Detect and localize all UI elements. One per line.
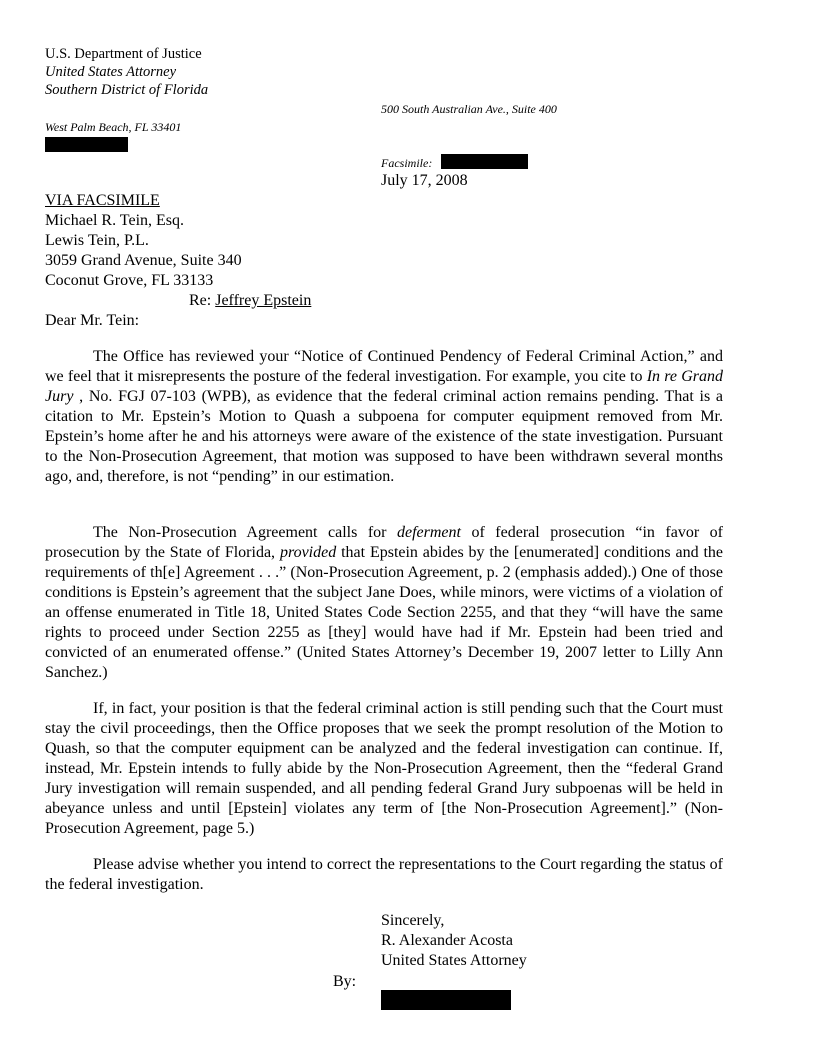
salutation: Dear Mr. Tein: (45, 312, 140, 329)
recipient-firm: Lewis Tein, P.L. (45, 232, 149, 249)
redacted-fax-block (441, 154, 528, 169)
office-street-address: 500 South Australian Ave., Suite 400 (381, 102, 557, 116)
recipient-street: 3059 Grand Avenue, Suite 340 (45, 252, 242, 269)
body-paragraph-2: The Non-Prosecution Agreement calls for deferment of federal prosecution “in favor of prosecution by the State of Florida, provided that Epstein abides by the [enumerated] conditions and the requirements of th[e] Agreement . . .” (Non-Prosecution Agreement, p. 2 (emphasis added).) One of those conditions is Epstein’s agreement that the subject Jane Does, while minors, were victims of a violation of an offense enumerated in Title 18, United States Code Section 2255, and that they “will have the same rights to proceed under Section 2255 as [they] would have had if Mr. Epstein had been tried and convicted of an enumerated offense.” (United States Attorney’s December 19, 2007 letter to Lilly Ann Sanchez.) (45, 524, 724, 681)
facsimile-label: Facsimile: (381, 156, 433, 170)
office-city-address: West Palm Beach, FL 33401 (45, 120, 182, 134)
district-name: Southern District of Florida (45, 82, 209, 98)
body-paragraph-4: Please advise whether you intend to correct the representations to the Court regarding the status of the federal investigation. (45, 856, 723, 893)
emphasis-provided: provided (279, 544, 337, 561)
delivery-method: VIA FACSIMILE (45, 192, 160, 209)
signer-name: R. Alexander Acosta (381, 932, 513, 949)
by-label: By: (333, 973, 357, 990)
redacted-signature-block (381, 990, 511, 1010)
re-subject: Jeffrey Epstein (215, 292, 312, 309)
case-name: In re Grand Jury (45, 368, 724, 405)
recipient-city: Coconut Grove, FL 33133 (45, 272, 214, 289)
valediction: Sincerely, (381, 912, 445, 929)
signer-title: United States Attorney (381, 952, 527, 969)
office-name: United States Attorney (45, 64, 177, 80)
letter-date: July 17, 2008 (381, 172, 468, 189)
emphasis-deferment: deferment (396, 524, 461, 541)
body-paragraph-1: The Office has reviewed your “Notice of Continued Pendency of Federal Criminal Action,” and we feel that it misrepresents the posture of the federal investigation. For example, you cite to In re Grand Jury , No. FGJ 07-103 (WPB), as evidence that the federal criminal action remains pending. That is a citation to Mr. Epstein’s Motion to Quash a subpoena for computer equipment removed from Mr. Epstein’s home after he and his attorneys were aware of the existence of the state investigation. Pursuant to the Non-Prosecution Agreement, that motion was supposed to have been withdrawn several months ago, and, therefore, is not “pending” in our estimation. (45, 348, 724, 485)
department-name: U.S. Department of Justice (45, 46, 202, 62)
recipient-name: Michael R. Tein, Esq. (45, 212, 185, 229)
re-label: Re: (189, 292, 212, 309)
re-line (189, 291, 311, 311)
redacted-phone-block (45, 137, 128, 152)
body-paragraph-3: If, in fact, your position is that the federal criminal action is still pending such that the Court must stay the civil proceedings, then the Office proposes that we seek the prompt resolution of the Motion to Quash, so that the computer equipment can be analyzed and the federal investigation can continue. If, instead, Mr. Epstein intends to fully abide by the Non-Prosecution Agreement, then the “federal Grand Jury investigation will remain suspended, and all pending federal Grand Jury subpoenas will be held in abeyance unless and until [Epstein] violates any term of [the Non-Prosecution Agreement].” (Non-Prosecution Agreement, page 5.) (45, 700, 723, 837)
